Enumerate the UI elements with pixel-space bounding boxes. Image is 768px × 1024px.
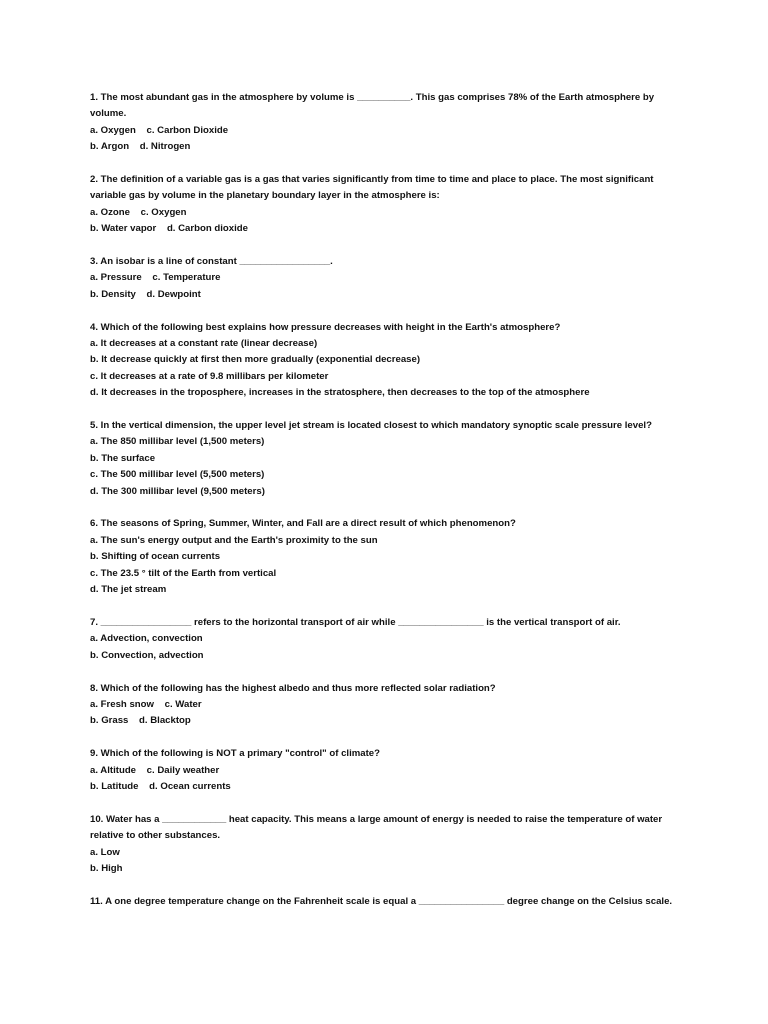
question-2 [90, 172, 680, 238]
question-5 [90, 418, 680, 500]
answer-option: a. Fresh snow c. Water [90, 698, 202, 710]
question-text: 7. _________________ refers to the horizontal transport of air while ________________ is the vertical transport of air. [90, 616, 621, 628]
answer-option: d. The jet stream [90, 584, 167, 596]
question-4 [90, 320, 680, 402]
question-1 [90, 90, 680, 156]
answer-option: d. The 300 millibar level (9,500 meters) [90, 485, 265, 497]
question-text: 4. Which of the following best explains how pressure decreases with height in the Earth's atmosphere? [90, 321, 561, 333]
question-text: 6. The seasons of Spring, Summer, Winter, and Fall are a direct result of which phenomenon? [90, 518, 516, 530]
question-text: 8. Which of the following has the highest albedo and thus more reflected solar radiation? [90, 682, 496, 694]
answer-option: a. The sun's energy output and the Earth's proximity to the sun [90, 534, 378, 546]
answer-option: c. The 23.5 ° tilt of the Earth from vertical [90, 567, 277, 579]
question-text: 1. The most abundant gas in the atmosphere by volume is __________. This gas comprises 78% of the Earth atmosphere by volume. [90, 92, 657, 120]
answer-option: b. Argon d. Nitrogen [90, 141, 191, 153]
answer-option: c. It decreases at a rate of 9.8 millibars per kilometer [90, 370, 329, 382]
question-8 [90, 681, 680, 730]
answer-option: a. Altitude c. Daily weather [90, 764, 220, 776]
answer-option: a. Ozone c. Oxygen [90, 206, 187, 218]
answer-option: b. Water vapor d. Carbon dioxide [90, 223, 248, 235]
answer-option: a. Low [90, 846, 120, 858]
question-11 [90, 894, 680, 910]
quiz-document [90, 90, 680, 927]
answer-option: b. High [90, 862, 123, 874]
question-text: 3. An isobar is a line of constant _________________. [90, 256, 333, 268]
question-10 [90, 812, 680, 878]
answer-option: b. Convection, advection [90, 649, 204, 661]
question-text: 2. The definition of a variable gas is a gas that varies significantly from time to time and place to place. The most significant variable gas by volume in the planetary boundary layer in the atmosphere is: [90, 174, 657, 202]
answer-option: a. It decreases at a constant rate (linear decrease) [90, 338, 318, 350]
question-text: 11. A one degree temperature change on the Fahrenheit scale is equal a ________________ degree change on the Celsius scale. [90, 895, 673, 907]
question-text: 10. Water has a ____________ heat capacity. This means a large amount of energy is needed to raise the temperature of water relative to other substances. [90, 813, 665, 842]
answer-option: b. The surface [90, 452, 156, 464]
answer-option: a. Advection, convection [90, 633, 203, 645]
question-3 [90, 254, 680, 303]
answer-option: a. Oxygen c. Carbon Dioxide [90, 124, 229, 136]
answer-option: c. The 500 millibar level (5,500 meters) [90, 469, 265, 481]
answer-option: b. It decrease quickly at first then more gradually (exponential decrease) [90, 354, 421, 366]
answer-option: b. Shifting of ocean currents [90, 551, 221, 563]
question-7 [90, 615, 680, 664]
answer-option: d. It decreases in the troposphere, increases in the stratosphere, then decreases to the top of the atmosphere [90, 387, 590, 399]
question-9 [90, 746, 680, 795]
answer-option: b. Latitude d. Ocean currents [90, 780, 231, 792]
question-6 [90, 516, 680, 598]
answer-option: a. Pressure c. Temperature [90, 272, 221, 284]
question-text: 9. Which of the following is NOT a primary "control" of climate? [90, 748, 381, 760]
question-text: 5. In the vertical dimension, the upper level jet stream is located closest to which mandatory synoptic scale pressure level? [90, 420, 652, 432]
answer-option: b. Grass d. Blacktop [90, 715, 191, 727]
answer-option: a. The 850 millibar level (1,500 meters) [90, 436, 265, 448]
answer-option: b. Density d. Dewpoint [90, 288, 201, 300]
